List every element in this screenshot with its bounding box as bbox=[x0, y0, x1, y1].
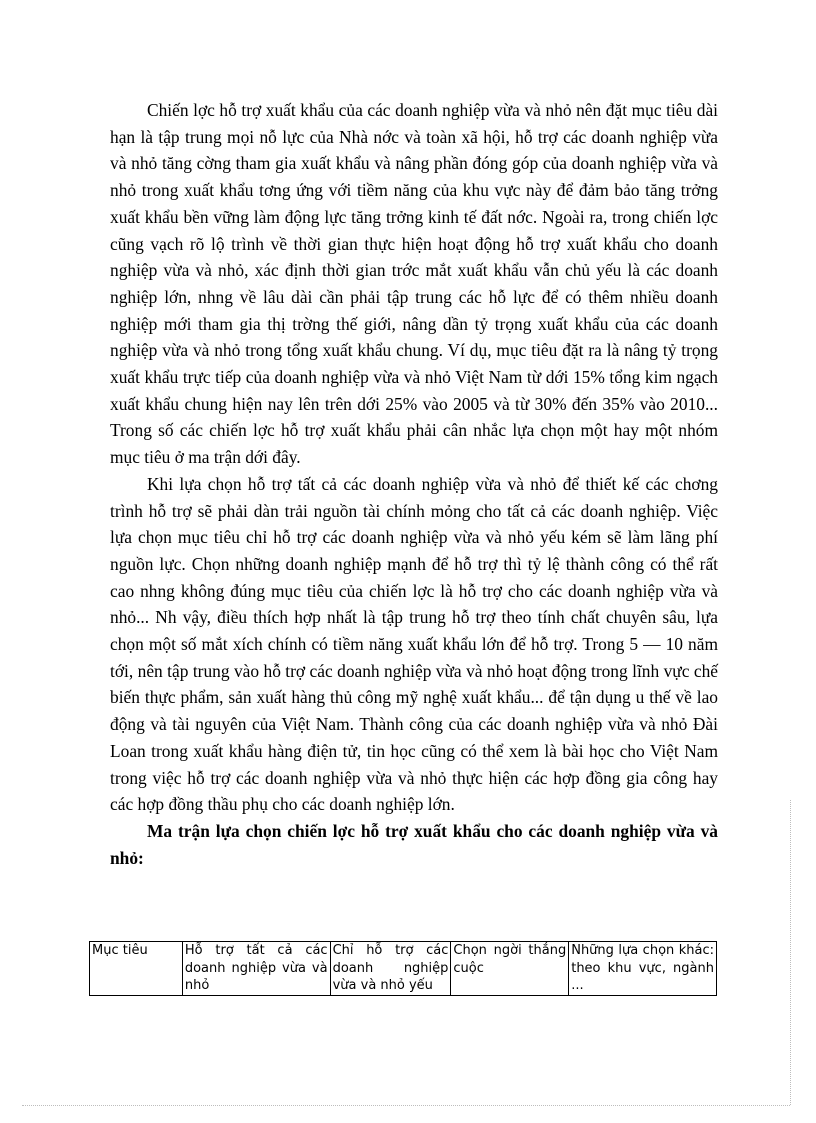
page-right-border bbox=[790, 800, 791, 1105]
paragraph-target-selection: Khi lựa chọn hỗ trợ tất cả các doanh nghiệp vừa và nhỏ để thiết kế các chơng trình hỗ trợ sẽ phải dàn trải nguồn tài chính mỏng cho tất cả các doanh nghiệp. Việc lựa chọn mục tiêu chỉ hỗ trợ các doanh nghiệp vừa và nhỏ yếu kém sẽ làm lãng phí nguồn lực. Chọn những doanh nghiệp mạnh để hỗ trợ thì tỷ lệ thành công có thể rất cao nhng không đúng mục tiêu của chiến lợc là hỗ trợ cho các doanh nghiệp vừa và nhỏ... Nh vậy, điều thích hợp nhất là tập trung hỗ trợ theo tính chất chuyên sâu, lựa chọn một số mắt xích chính có tiềm năng xuất khẩu lớn để hỗ trợ. Trong 5 — 10 năm tới, nên tập trung vào hỗ trợ các doanh nghiệp vừa và nhỏ hoạt động trong lĩnh vực chế biến thực phẩm, sản xuất hàng thủ công mỹ nghệ xuất khẩu... để tận dụng u thế về lao động và tài nguyên của Việt Nam. Thành công của các doanh nghiệp vừa và nhỏ Đài Loan trong xuất khẩu hàng điện tử, tin học cũng có thể xem là bài học cho Việt Nam trong việc hỗ trợ các doanh nghiệp vừa và nhỏ thực hiện các hợp đồng gia công hay các hợp đồng thầu phụ cho các doanh nghiệp lớn. bbox=[110, 473, 718, 815]
table-cell-objective: Mục tiêu bbox=[90, 942, 183, 996]
table-row bbox=[90, 942, 717, 996]
strategy-matrix-table bbox=[89, 941, 717, 996]
table-cell-support-weak: Chỉ hỗ trợ các doanh nghiệp vừa và nhỏ yếu bbox=[330, 942, 451, 996]
page-bottom-border bbox=[22, 1105, 790, 1106]
paragraph-strategy-goals: Chiến lợc hỗ trợ xuất khẩu của các doanh nghiệp vừa và nhỏ nên đặt mục tiêu dài hạn là tập trung mọi nỗ lực của Nhà nớc và toàn xã hội, hỗ trợ các doanh nghiệp vừa và nhỏ tăng cờng tham gia xuất khẩu và nâng phần đóng góp của doanh nghiệp vừa và nhỏ trong xuất khẩu tơng ứng với tiềm năng của khu vực này để đảm bảo tăng trởng xuất khẩu bền vững làm động lực tăng trởng kinh tế đất nớc. Ngoài ra, trong chiến lợc cũng vạch rõ lộ trình về thời gian thực hiện hoạt động hỗ trợ xuất khẩu cho doanh nghiệp vừa và nhỏ, xác định thời gian trớc mắt xuất khẩu vẫn chủ yếu là các doanh nghiệp lớn, nhng về lâu dài cần phải tập trung các hỗ lực để có thêm nhiều doanh nghiệp mới tham gia thị trờng thế giới, nâng dần tỷ trọng xuất khẩu của các doanh nghiệp vừa và nhỏ trong tổng xuất khẩu chung. Ví dụ, mục tiêu đặt ra là nâng tỷ trọng xuất khẩu trực tiếp của doanh nghiệp vừa và nhỏ Việt Nam từ dới 15% tổng kim ngạch xuất khẩu chung hiện nay lên trên dới 25% vào 2005 và từ 30% đến 35% vào 2010... Trong số các chiến lợc hỗ trợ xuất khẩu phải cân nhắc lựa chọn một hay một nhóm mục tiêu ở ma trận dới đây. bbox=[110, 100, 718, 468]
table-cell-support-all: Hỗ trợ tất cả các doanh nghiệp vừa và nhỏ bbox=[182, 942, 330, 996]
table-cell-pick-winners: Chọn ngời thắng cuộc bbox=[451, 942, 569, 996]
table-cell-other-options: Những lựa chọn khác: theo khu vực, ngành ... bbox=[569, 942, 717, 996]
matrix-heading: Ma trận lựa chọn chiến lợc hỗ trợ xuất khẩu cho các doanh nghiệp vừa và nhỏ: bbox=[110, 820, 718, 868]
document-body bbox=[110, 97, 718, 871]
